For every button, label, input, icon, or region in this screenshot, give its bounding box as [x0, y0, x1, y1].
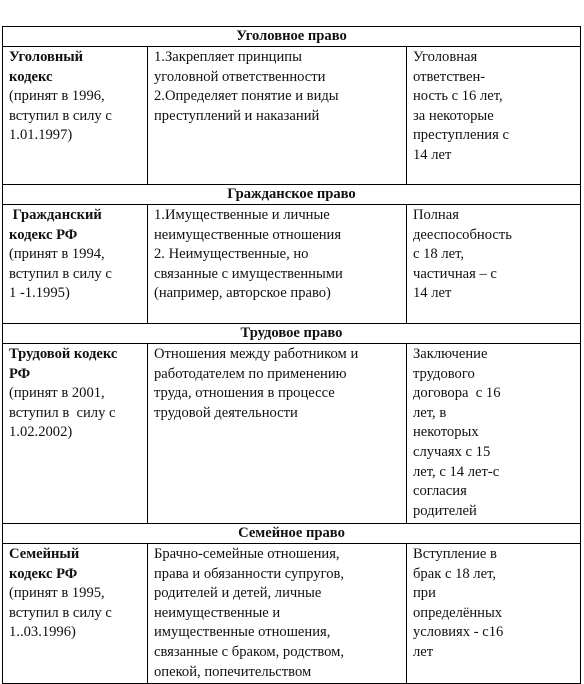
regulates-cell: 1.Имущественные и личные неимущественные отношения 2. Неимущественные, но связанные с имущественными (например, авторское право) [148, 205, 407, 324]
section-header-row [3, 185, 581, 205]
section-heading: Трудовое право [3, 324, 581, 344]
section-header-row [3, 27, 581, 47]
code-title: Уголовный кодекс [9, 49, 84, 85]
section-heading: Семейное право [3, 524, 581, 544]
code-note: (принят в 1996, вступил в силу с 1.01.1997) [9, 88, 112, 144]
code-cell [3, 205, 148, 324]
code-note: (принят в 1995, вступил в силу с 1..03.1996) [9, 585, 112, 641]
regulates-cell: Отношения между работником и работодателем по применению труда, отношения в процессе трудовой деятельности [148, 344, 407, 524]
section-heading: Уголовное право [3, 27, 581, 47]
age-cell: Уголовная ответствен- ность с 16 лет, за некоторые преступления с 14 лет [407, 47, 581, 185]
section-header-row [3, 524, 581, 544]
code-cell [3, 47, 148, 185]
code-cell [3, 344, 148, 524]
code-title: Семейный кодекс РФ [9, 546, 80, 582]
code-title: Трудовой кодекс РФ [9, 346, 118, 382]
code-cell [3, 544, 148, 684]
regulates-cell: 1.Закрепляет принципы уголовной ответственности 2.Определяет понятие и виды преступлений и наказаний [148, 47, 407, 185]
code-title: Гражданский кодекс РФ [9, 207, 102, 243]
table-row [3, 205, 581, 324]
table-row [3, 344, 581, 524]
section-header-row [3, 324, 581, 344]
code-note: (принят в 1994, вступил в силу с 1 -1.1995) [9, 246, 112, 302]
age-cell: Вступление в брак с 18 лет, при определённых условиях - с16 лет [407, 544, 581, 684]
age-cell: Заключение трудового договора с 16 лет, в некоторых случаях с 15 лет, с 14 лет-с согласия родителей [407, 344, 581, 524]
age-cell: Полная дееспособность с 18 лет, частичная – с 14 лет [407, 205, 581, 324]
code-note: (принят в 2001, вступил в силу с 1.02.2002) [9, 385, 116, 441]
law-branches-table [2, 26, 581, 684]
table-row [3, 544, 581, 684]
section-heading: Гражданское право [3, 185, 581, 205]
regulates-cell: Брачно-семейные отношения, права и обязанности супругов, родителей и детей, личные неимущественные и имущественные отношения, связанные с браком, родством, опекой, попечительством [148, 544, 407, 684]
table-row [3, 47, 581, 185]
